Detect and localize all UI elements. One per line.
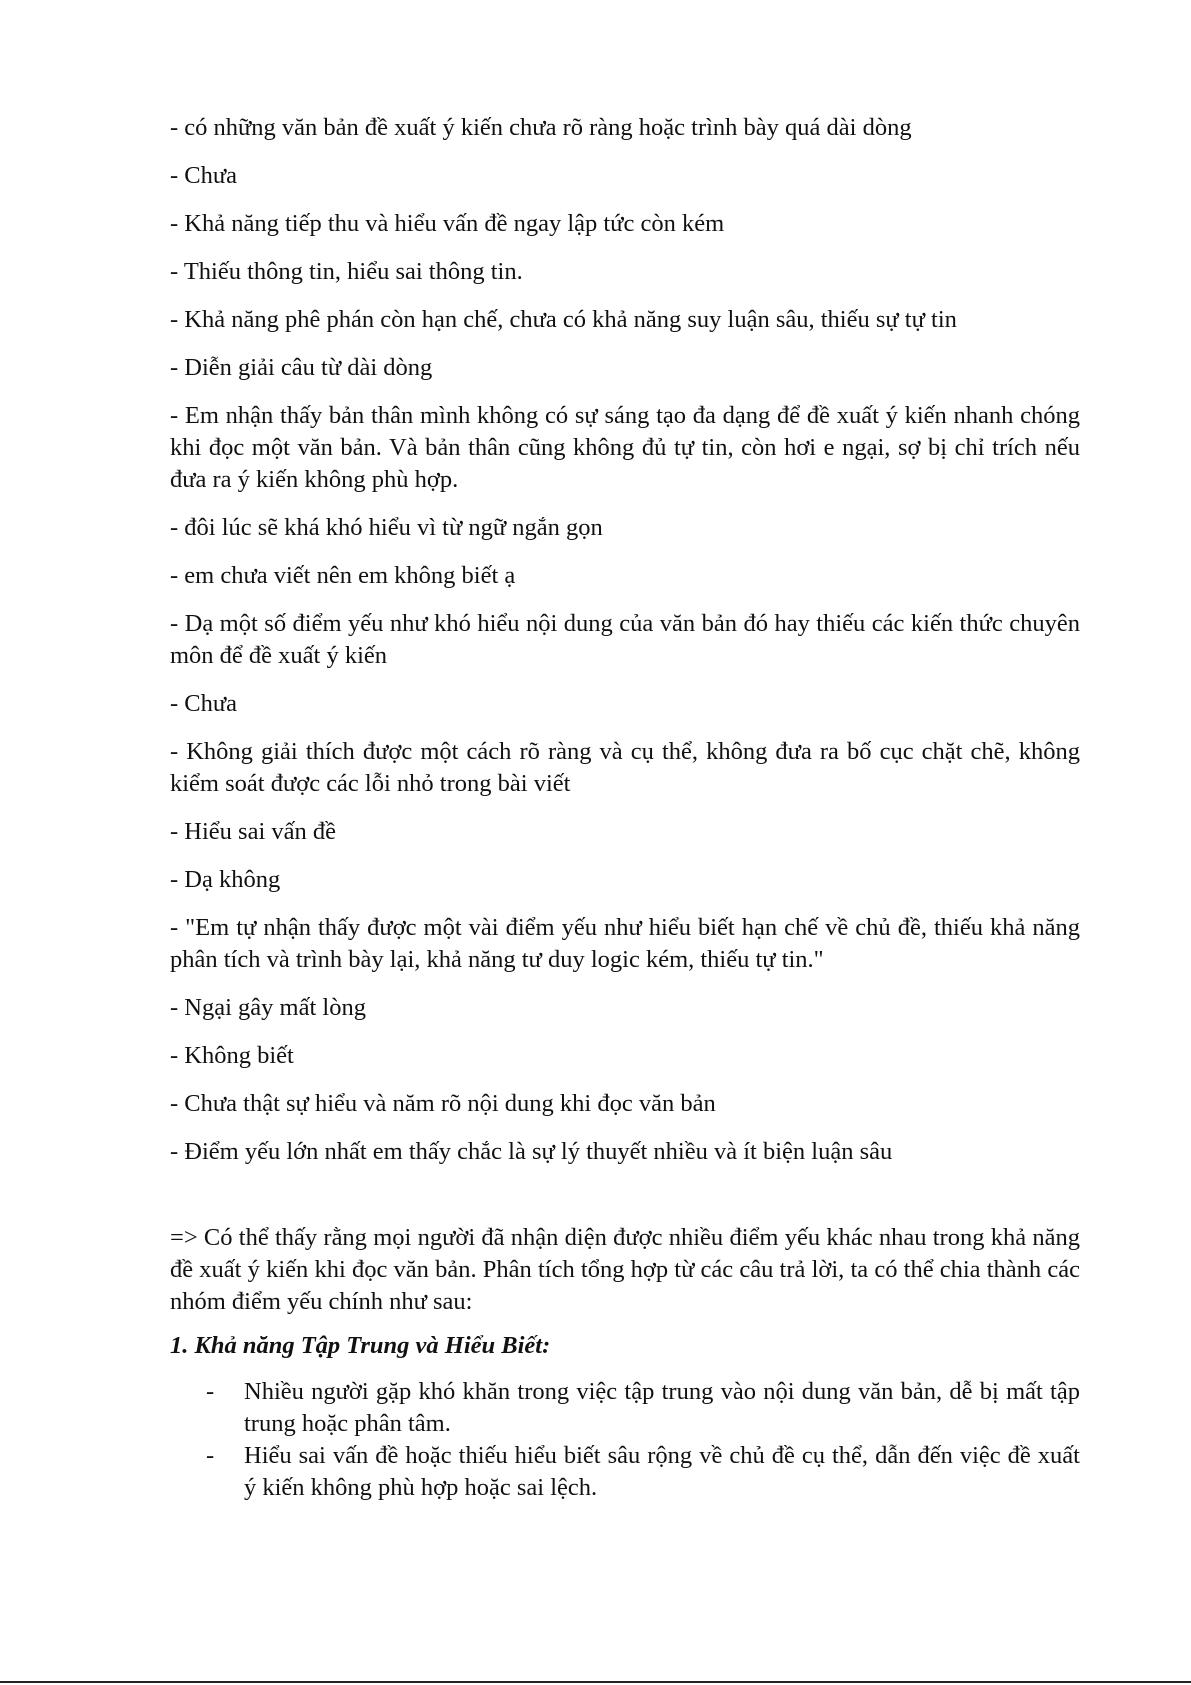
document-body [170,112,1080,1504]
bullet-text: Nhiều người gặp khó khăn trong việc tập trung vào nội dung văn bản, dễ bị mất tập trung hoặc phân tâm. [244,1378,1080,1437]
response-line: - Dạ một số điểm yếu như khó hiểu nội dung của văn bản đó hay thiếu các kiến thức chuyên môn để đề xuất ý kiến [170,610,1080,669]
response-line: - Dạ không [170,866,281,893]
response-line: - Ngại gây mất lòng [170,994,366,1021]
response-line: - "Em tự nhận thấy được một vài điểm yếu như hiểu biết hạn chế về chủ đề, thiếu khả năng phân tích và trình bày lại, khả năng tư duy logic kém, thiếu tự tin." [170,914,1080,973]
summary-paragraph: => Có thể thấy rằng mọi người đã nhận diện được nhiều điểm yếu khác nhau trong khả năng đề xuất ý kiến khi đọc văn bản. Phân tích tổng hợp từ các câu trả lời, ta có thể chia thành các nhóm điểm yếu chính như sau: [170,1224,1080,1315]
response-line: - Chưa [170,162,238,189]
response-line: - Không giải thích được một cách rõ ràng và cụ thể, không đưa ra bố cục chặt chẽ, không kiểm soát được các lỗi nhỏ trong bài viết [170,738,1080,797]
section-heading: 1. Khả năng Tập Trung và Hiểu Biết: [170,1332,551,1359]
response-line: - Hiểu sai vấn đề [170,818,336,845]
page-bottom-rule [0,1681,1191,1683]
response-line: - Khả năng phê phán còn hạn chế, chưa có khả năng suy luận sâu, thiếu sự tự tin [170,306,957,333]
response-line: - Diễn giải câu từ dài dòng [170,354,433,381]
bullet-item [170,1440,1080,1504]
bullet-text: Hiểu sai vấn đề hoặc thiếu hiểu biết sâu rộng về chủ đề cụ thể, dẫn đến việc đề xuất ý kiến không phù hợp hoặc sai lệch. [244,1442,1080,1501]
response-line: - Không biết [170,1042,294,1069]
bullet-dash: - [206,1442,215,1469]
bullet-list [170,1376,1080,1504]
response-line: - đôi lúc sẽ khá khó hiểu vì từ ngữ ngắn gọn [170,514,603,541]
bullet-dash: - [206,1378,215,1405]
response-line: - Khả năng tiếp thu và hiểu vấn đề ngay lập tức còn kém [170,210,725,237]
response-line: - em chưa viết nên em không biết ạ [170,562,516,589]
response-line: - Điểm yếu lớn nhất em thấy chắc là sự lý thuyết nhiều và ít biện luận sâu [170,1138,893,1165]
response-line: - Em nhận thấy bản thân mình không có sự sáng tạo đa dạng để đề xuất ý kiến nhanh chóng khi đọc một văn bản. Và bản thân cũng không đủ tự tin, còn hơi e ngại, sợ bị chỉ trích nếu đưa ra ý kiến không phù hợp. [170,402,1080,493]
response-line: - Chưa [170,690,238,717]
response-line: - có những văn bản đề xuất ý kiến chưa rõ ràng hoặc trình bày quá dài dòng [170,114,912,141]
response-line: - Thiếu thông tin, hiểu sai thông tin. [170,258,523,285]
bullet-item [170,1376,1080,1440]
response-line: - Chưa thật sự hiểu và năm rõ nội dung khi đọc văn bản [170,1090,716,1117]
